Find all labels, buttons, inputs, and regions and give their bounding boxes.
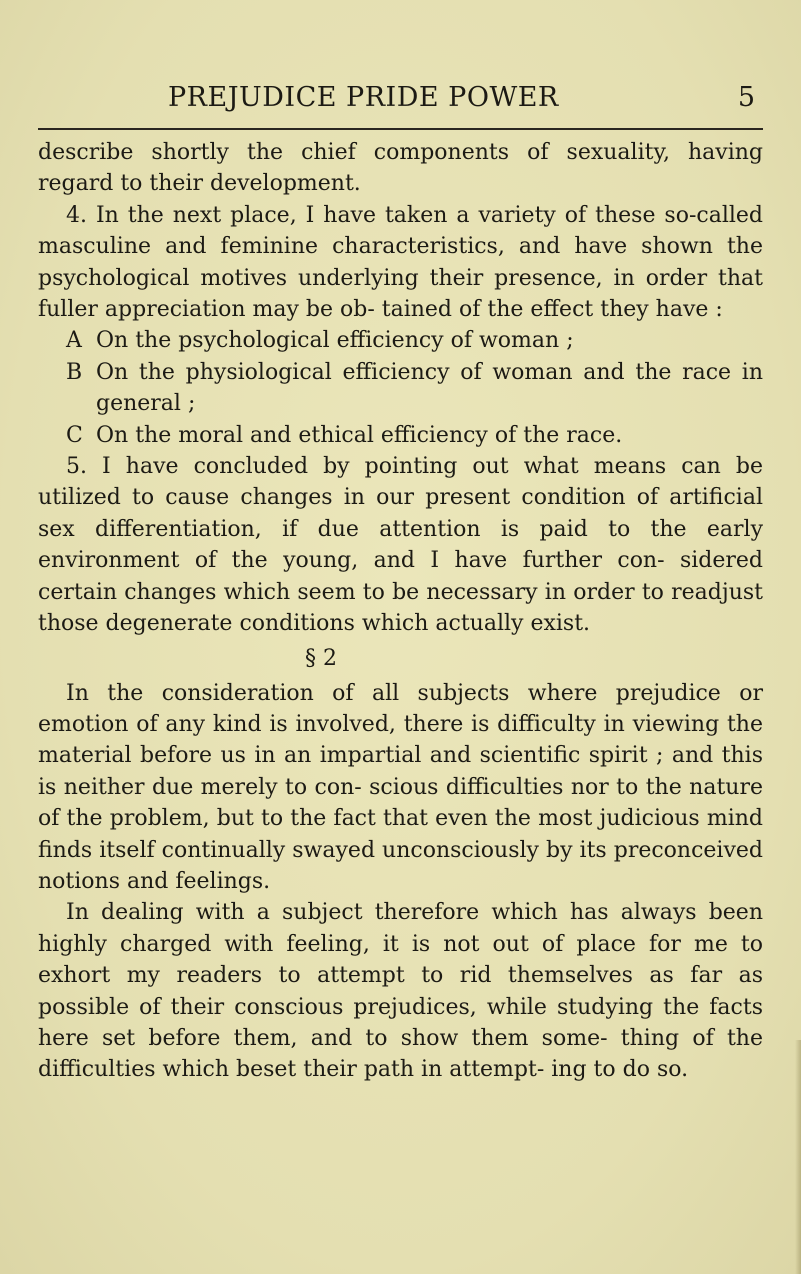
list-item-c [38, 420, 763, 451]
running-head: PREJUDICE PRIDE POWER [168, 82, 559, 113]
list-marker: C [66, 422, 83, 448]
list-item-b [38, 357, 763, 420]
list-item-a [38, 325, 763, 356]
header-rule [38, 128, 763, 130]
list-marker: B [66, 359, 83, 385]
paragraph-2: 4. In the next place, I have taken a variety of these so-called masculine and feminine characteristics, and have shown the psychological motives underlying their presence, in order that fuller appreciation may be ob- tained of the effect they have : [38, 202, 763, 323]
page-edge-shadow [795, 1040, 801, 1274]
list-item-text: On the physiological efficiency of woman and the race in general ; [96, 359, 763, 417]
paragraph-4: In the consideration of all subjects where prejudice or emotion of any kind is involved, there is difficulty in viewing the material before us in an impartial and scientific spirit ; and this is neither due merely to con- scious difficulties nor to the nature of the problem, but to the fact that even the most judicious mind finds itself continually swayed unconsciously by its preconceived notions and feelings. [38, 680, 763, 894]
page-header [38, 80, 763, 132]
list-marker: A [66, 328, 82, 354]
paragraph-3: 5. I have concluded by pointing out what means can be utilized to cause changes in our present condition of artificial sex differentiation, if due attention is paid to the early environment of the young, and I have further con- sidered certain changes which seem to be necessary in order to readjust those degenerate conditions which actually exist. [38, 454, 763, 637]
paragraph-5: In dealing with a subject therefore which has always been highly charged with feeling, it is not out of place for me to exhort my readers to attempt to rid themselves as far as possible of their conscious prejudices, while studying the facts here set before them, and to show them some- thing of the difficulties which beset their path in attempt- ing to do so. [38, 900, 763, 1083]
list-item-text: On the moral and ethical efficiency of the race. [96, 422, 623, 448]
page-number: 5 [737, 82, 755, 113]
body-text [38, 137, 763, 1086]
section-heading: § 2 [305, 645, 337, 671]
list-item-text: On the psychological efficiency of woman ; [96, 328, 574, 354]
paragraph-1: describe shortly the chief components of sexuality, having regard to their development. [38, 140, 763, 197]
